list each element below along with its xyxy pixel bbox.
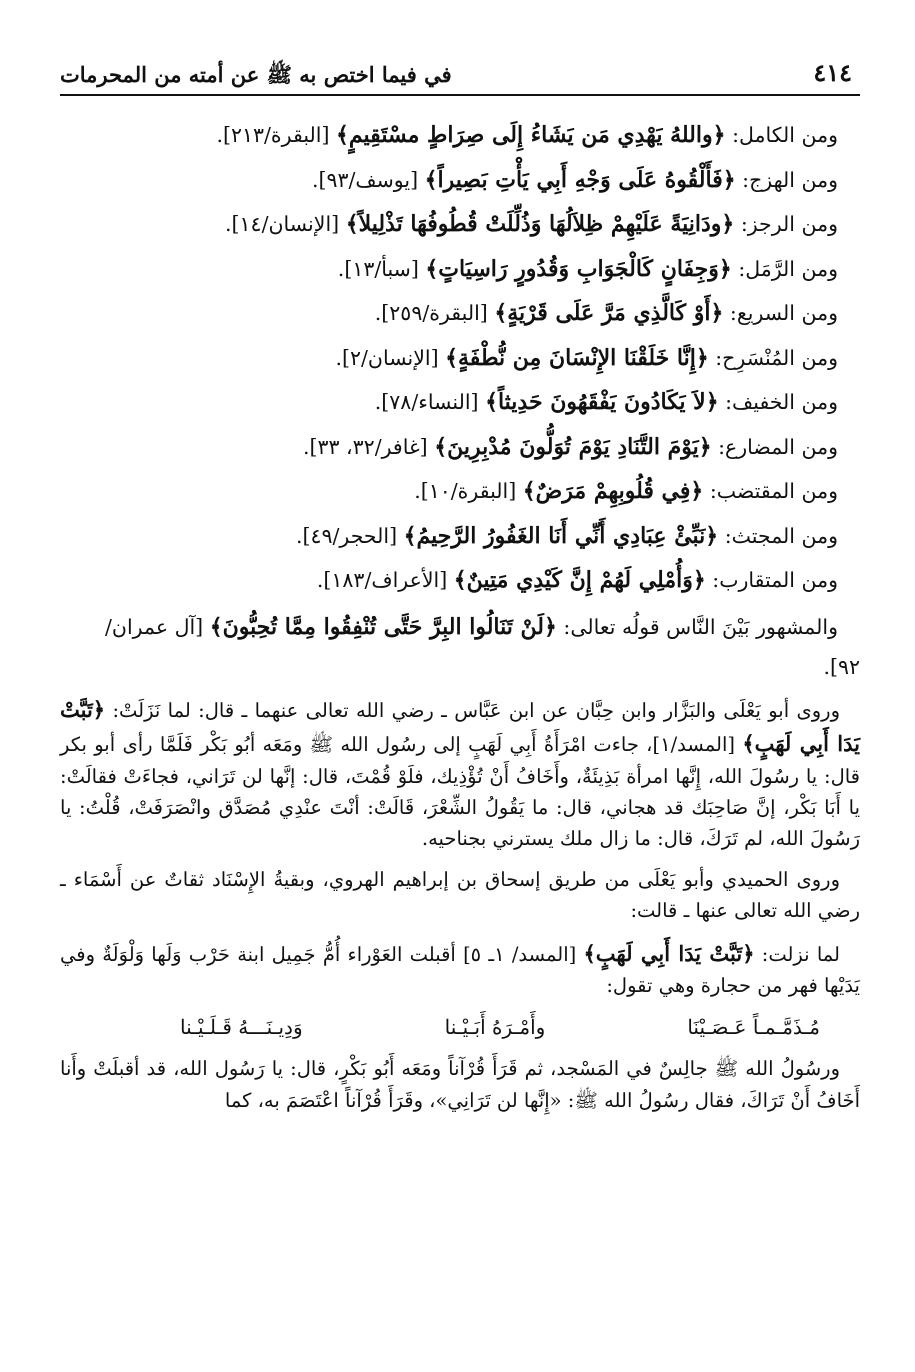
verse-ref: [الإنسان/١٤].: [225, 212, 340, 236]
meter-line: [60, 207, 860, 252]
verse-ref: [يوسف/٩٣].: [311, 167, 419, 192]
meter-label: ومن الهزج:: [742, 167, 838, 192]
meter-label: ومن المُنْسَرِح:: [715, 345, 838, 370]
meter-label: ومن السريع:: [729, 301, 838, 325]
meter-line: [60, 430, 860, 475]
quran-quote: ﴿إِنَّا خَلَقْنَا الإِنْسَانَ مِن نُّطْفَةٍ﴾: [445, 344, 709, 371]
quran-quote: ﴿فَأَلْقُوهُ عَلَى وَجْهِ أَبِي يَأْتِ بَصِيراً﴾: [424, 166, 736, 193]
meter-line: [60, 385, 860, 430]
meter-label: ومن المضارع:: [718, 434, 838, 459]
meter-line: [60, 519, 860, 564]
famous-ref-tail: ٩٢].: [823, 654, 860, 679]
paragraph-text: وروى أبو يَعْلَى والبَزَّار وابن حِبَّان عن ابن عَبَّاس ـ رضي الله تعالى عنهما ـ قال: لما نَزَلَتْ:: [112, 699, 840, 723]
page-header: [60, 40, 860, 96]
meter-line: [60, 163, 860, 208]
paragraph-text: [المسد/١]، جاءت امْرَأَةُ أَبِي لَهَبٍ إلى رسُول الله ﷺ ومَعَه أبُو بَكْر فَلَمَّا رأى أبو بكر قال: يا رسُولَ الله، إِنَّها امرأة بَذِيئَةٌ، وأَخَافُ أَنْ تُؤْذِيك، فلَوْ قُمْتَ، قال: إنَّها لن تَرَاني، فجاءَتْ فقالَتْ: يا أَبَا بَكْر، إنَّ صَاحِبَك قد هجاني، قال: ما يَقُولُ الشِّعْرَ، قَالَتْ: أنْتَ عنْدِي مُصَدَّق وانْصَرَفَتْ، قُلْتُ: يا رَسُولَ الله، لم تَرَكَ، قال: ما زال ملك يسترني بجناحيه.: [60, 733, 860, 851]
quran-quote: ﴿أَوْ كَالَّذِي مَرَّ عَلَى قَرْيَةٍ﴾: [494, 300, 724, 326]
verse-ref: [غافر/٣٢، ٣٣].: [302, 434, 428, 459]
poem-verse: [180, 1011, 820, 1043]
verse-ref: [الإنسان/٢].: [335, 345, 439, 370]
meter-line: [60, 563, 860, 608]
narration-paragraph: [60, 937, 860, 1002]
book-page: [60, 40, 860, 1116]
verse-hemistich: مُـذَمَّـمـاً عَـصَـيْنَا: [687, 1015, 820, 1040]
verse-ref: [آل عمران/: [105, 614, 204, 639]
meter-label: ومن الرَّمَل:: [738, 256, 838, 281]
verse-ref: [الحجر/٤٩].: [295, 523, 398, 548]
verse-ref: [البقرة/٢٥٩].: [374, 301, 488, 325]
paragraph-text: [المسد/ ١ـ ٥] أقبلت العَوْراء أُمُّ جَمِيل ابنة حَرْب وَلَها وَلْوَلَةٌ وفي يَدَيْها فهر من حجارة وهي تقول:: [60, 942, 860, 998]
verse-ref: [النساء/٧٨].: [374, 390, 479, 414]
quran-quote: ﴿وَأُمْلِي لَهُمْ إِنَّ كَيْدِي مَتِينٌ﴾: [453, 567, 706, 593]
narration-paragraph: ورسُولُ الله ﷺ جالِسٌ في المَسْجد، ثم قَرَأَ قُرْآناً ومَعَه أَبُو بَكْرٍ، قال: يا رَسُول الله، قد أقبلَتْ وأَنا أَخَافُ أَنْ تَرَاكَ، فقال رسُولُ الله ﷺ: «إِنَّها لن تَرَانِي»، وقَرَأَ قُرْآناً اعْتَصَمَ به، كما: [60, 1057, 860, 1112]
meter-label: ومن الخفيف:: [725, 390, 838, 414]
meter-line: [60, 341, 860, 386]
meter-line: [60, 474, 860, 519]
running-title: في فيما اختص به ﷺ عن أمته من المحرمات: [60, 62, 452, 87]
meter-label: ومن الرجز:: [740, 212, 838, 236]
paragraph-text: لما نزلت:: [761, 942, 840, 966]
famous-example: [60, 610, 860, 645]
meter-label: ومن المقتضب:: [709, 479, 838, 503]
quran-quote: ﴿فِي قُلُوبِهِمْ مَرَضٌ﴾: [522, 478, 704, 504]
quran-quote: ﴿تَبَّتْ يَدَا أَبِي لَهَبٍ﴾: [60, 697, 861, 757]
meter-examples: [60, 118, 860, 608]
famous-lead: والمشهور بَيْنَ النَّاس قولُه تعالى:: [563, 614, 838, 639]
meter-line: [60, 296, 860, 341]
quran-quote: ﴿واللهُ يَهْدِي مَن يَشَاءُ إِلَى صِرَاطٍ مسْتَقِيمٍ﴾: [336, 122, 726, 148]
page-number: ٤١٤: [813, 58, 852, 87]
meter-label: ومن المتقارب:: [712, 568, 838, 592]
quran-quote: ﴿نَبِّئْ عِبَادِي أَنِّي أَنَا الغَفُورُ الرَّحِيمُ﴾: [403, 522, 719, 549]
meter-line: [60, 252, 860, 297]
quran-quote: ﴿تَبَّتْ يَدَا أَبِي لَهَبٍ﴾: [583, 940, 755, 966]
quran-quote: ﴿لاَ يَكَادُونَ يَفْقَهُونَ حَدِيثاً﴾: [485, 389, 719, 415]
meter-line: [60, 118, 860, 163]
quran-quote: ﴿يَوْمَ التَّنَادِ يَوْمَ تُوَلُّونَ مُدْبِرِينَ﴾: [434, 433, 712, 460]
meter-label: ومن المجتث:: [724, 523, 838, 548]
meter-label: ومن الكامل:: [732, 123, 838, 147]
verse-ref: [البقرة/٢١٣].: [216, 123, 330, 147]
narration-paragraph: [60, 693, 860, 854]
verse-ref: [سبأ/١٣].: [337, 256, 419, 281]
verse-ref: [الأعراف/١٨٣].: [316, 568, 448, 592]
quran-quote: ﴿ودَانِيَةً عَلَيْهِمْ ظِلاَلُهَا وَذُلِّلَتْ قُطُوفُهَا تَذْلِيلاً﴾: [345, 211, 735, 237]
verse-hemistich: وَدِيـنَـــهُ قَـلَـيْـنا: [180, 1015, 303, 1040]
verse-ref: [البقرة/١٠].: [414, 479, 517, 503]
verse-hemistich: وأَمْـرَهُ أَبَـيْـنا: [444, 1015, 546, 1040]
quran-quote: ﴿لَنْ تَنَالُوا البِرَّ حَتَّى تُنْفِقُوا مِمَّا تُحِبُّونَ﴾: [209, 613, 557, 640]
quran-quote: ﴿وَجِفَانٍ كَالْجَوَابِ وَقُدُورٍ رَاسِيَاتٍ﴾: [425, 255, 732, 282]
narration-paragraph: وروى الحميدي وأبو يَعْلَى من طريق إسحاق بن إبراهيم الهروي، وبقيةُ الإِسْنَاد ثقاتٌ عن أَسْمَاء ـ رضي الله تعالى عنها ـ قالت:: [60, 868, 860, 923]
